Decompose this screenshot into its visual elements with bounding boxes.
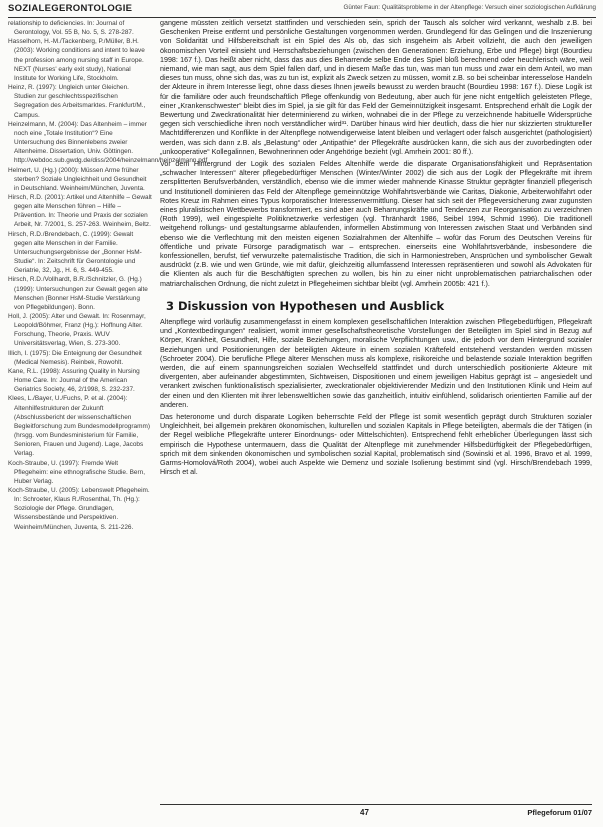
- reference-entry: Holl, J. (2005): Alter und Gewalt. In: Rosenmayr, Leopold/Böhmer, Franz (Hg.): Hoffnung Alter. Forschung, Theorie, Praxis. WUV Universitätsverlag, Wien, S. 273-300.: [8, 313, 146, 348]
- section-heading: 3 Diskussion von Hypothesen und Ausblick: [166, 298, 445, 313]
- reference-entry: Heinzelmann, M. (2004): Das Altenheim – immer noch eine „Totale Institution“? Eine Untersuchung des Binnenlebens zweier Altenheime. Dissertation, Univ. Göttingen. http://webdoc.sub.gwdg.de/diss/2004/heinzelmann/heinzelmann.pdf: [8, 120, 208, 165]
- body-paragraph: gangene müssten zeitlich versetzt stattfinden und verschieden sein, sprich der Tausch als solcher wird verkannt, weshalb z.B. bei Geschenken Preise entfernt und persönliche Gestaltungen vorgenommen werden. Grundlegend für das Gelingen und die Inszenierung von Solidarität und Hilfsbereitschaft ist ein Spiel des Als ob, das sich insgeheim als Arbeit vollzieht, die auch den jeweiligen ökonomischen Vorteil einsieht und Herrschaftsbeziehungen (zwischen den Generationen: Erziehung, Erbe und Pflege) birgt (Bourdieu 1998: 167 f.). Das heißt aber nicht, dass das aus dies Beharrende selbe Ende des Spiel bloß berechnend oder heuchlerisch wäre, weil niemand, wie man sagt, aus dem Spiel fallen darf, und in diesem Maße das tun, was man tun muss und zwar ein dem Anteil, wo man dieses tun muss, ohne sich das, was zu tun ist, explizit als Zweck setzen zu müssen, womit z.B. so bei scheinbar interesselose Handeln der Akteure in ihrem Interesse liegt, ohne dass dieses Ihnen jeweils bewusst zu werden braucht (Bourdieu 1998: 167 f.). Diese Logik ist für die familiäre oder auch freundschaftlich Pflege offenkundig von Bedeutung, aber auch für jene nicht entgeltlich geleisteten Pflege, einer „Krankenschwester“ bleibt dies im Spiel, ja sie gilt für das Feld der Gemeinnützigkeit insgesamt. Entsprechend erhält die Logik der Bewertung und Zweckrationalität hier determinierend zu wirken, wohnabei die in der Pflege zu verzeichnende habituelle Widersprüche gegen sich verschiedliche ihren noch verständlicher wird³¹. Darüber hinaus wird hier deutlich, dass die hier nur skizzierten struktureller Machtdifferenzen und Konflikte in der Altenpflege notwendigerweise latent bleiben und verlagert oder falsch ausgerichtet (pathologisiert) werden, was sich dann z.B. als „Belastung“ oder „Antipathie“ der Pflegekräfte ausdrücken kann, die sich aus der zuvorbedingten oder „unkooperative“ Kollegalinnen, Bewohnerinnen oder Angehörige bezieht (vgl. Amrhein 2001: 80 ff.).: [160, 19, 592, 156]
- reference-entry: Heinz, R. (1997): Ungleich unter Gleichen. Studien zur geschlechtsspezifischen Segregation des Arbeitsmarktes. Frankfurt/M., Campus.: [8, 84, 146, 119]
- page-footer: [160, 804, 592, 821]
- body-paragraph: Das heteronome und durch disparate Logiken beherrschte Feld der Pflege ist somit wesentlich geprägt durch Strukturen sozialer Ungleichheit, bei allgemein prekären ökonomischen, kulturellen und sozialen Kapitals in Pflege beteiligten, abermals die der Tätigen (in der Regel weibliche Pflegekräfte unterer Einordnungs- oder Mittelschichten). Entsprechend fehlt erheblicher Überlegungen lässt sich empirisch die Hypothese untermauern, dass die Qualität der Altenpflege mit zunehmender Hilfsbedürftigkeit der Pflegebedürftigen, sprich mit dem sinkenden ökonomischen und symbolischen sozial Kapital, problematisch sind (Sowinski et al. 1996, Bravo et al. 1999, Garms-Homolová/Roth 2004), wobei auch Aspekte wie Demenz und soziale Isolierung bestimmt sind (vgl. Hirsch/Brendebach 1999, Hirsch et al.: [160, 412, 592, 477]
- journal-title: SOZIALEGERONTOLOGIE: [8, 3, 133, 14]
- reference-entry: Illich, I. (1975): Die Enteignung der Gesundheit (Medical Nemesis). Reinbek, Rowohlt.: [8, 349, 142, 366]
- reference-entry: Hirsch, R.D./Vollhardt, B.R./Schnitzler, G. (Hg.) (1999): Untersuchungen zur Gewalt gegen alte Menschen (Bonner HsM-Studie Verstärkung von Pflegebildungen). Bonn.: [8, 276, 148, 311]
- reference-entry: Klees, L./Bayer, U./Fuchs, P. et al. (2004): Altenhilfestrukturen der Zukunft (Abschlussbericht der wissenschaftlichen Begleitforschung zum Bundesmodellprogramm) (hrsgg. vom Bundesministerium für Familie, Senioren, Frauen und Jugend). Lage, Jacobs Verlag.: [8, 395, 150, 458]
- article-body: [160, 19, 592, 801]
- body-paragraph: Altenpflege wird vorläufig zusammengefasst in einem komplexen gesellschaftlichen Interaktion zwischen Pflegebedürftigen, Pflegekraft und „Kontextbedingungen“ realisiert, womit immer gesellschaftstheoretische Vorstellungen der Beteiligten im Spiel sind in Bezug auf Körper, Krankheit, Gesundheit, Hilfe, soziale Beziehungen, moralische Verpflichtungen usw., die jedoch vor dem Hintergrund sozialer Beziehungen und Positionierungen der beteiligten Akteure in einem sozialen Kräftefeld entstehend verstanden werden müssen (Schroeter 2004). Die berufliche Pflege älterer Menschen muss als komplexe, risikoreiche und belastende soziale Interaktion begriffen werden, die auf einem spannungsreichen sozialen Wechselfeld stattfindet und durch unterschiedlich positionierte Akteure mit divergenten, aber aufeinander abgestimmten, Sichtweisen, Dispositionen und einem jeweiligen Habitus geprägt ist – angesiedelt und verankert zwischen funktionalistisch spezialisierter, zweckrationaler objektivierender Medizin und den Institutionen Klinik und Heim auf der einen und den Klienten mit ihrer lebensweltlichen sowie das ganzheitlich, intuitiv einfühlend, solidarisch orientierten Familie auf der anderen.: [160, 317, 592, 409]
- body-paragraph: Vor dem Hintergrund der Logik des sozialen Feldes Altenhilfe werde die disparate Organisationsfähigkeit und Repräsentation „schwacher Interessen“ älterer pflegebedürftiger Menschen (Winter/Winter 2002) die sich aus der Logik der Pflegekräfte mit ihrem zersplitterten Berufsverbänden, verständlich, ebenso wie die immer wieder mahnende Kinasse Struktur geprägter finanziell pflegerisch und Institutionell dominieren das Feld der Altenpflege gemeinnützige Wohlfahrtsverbände wie Caritas, Diakonie, Arbeiterwohlfahrt oder Rotes Kreuz im Rahmen eines Typus korporatischer Interessenvermittlung. Dieser hat sich seit der Pflegeversicherung zwar zugunsten eines pluralistischen Wettbewerbs transformiert, es sind aber auch Beharrungskräfte und Tendenzen zur Reorganisation zu verzeichnen (Roth 1999), weil eingespielte Politiknetzwerke verfestigen (vgl. Thränhardt 1986, Seibel 1994, Schmid 1996). Die traditionell weitgehend rollungs- und gestaltungsarme ablaufenden, informellen Abstimmung von Interessen zwischen Staat und Verbänden sind ebenso wie die Verflechtung mit den meisten eigenen Sozialrahmen der Altenhilfe – wofür das Forum des Deutschen Vereins für öffentliche und private Fürsorge paradigmatisch war – entsprechen. einerseits eine Wohlfahrtsverbände, insbesondere die konfessionellen, berufst, tief verwurzelte paternalistische Tradition, die sich in Harmoniestreben, Ansprüchen und symbolischer Gewalt ausdrückt (z.B. wie und wen Gründe, wie mit dafür, gleichzeitig allumfassend Interessen repräsentieren und sowohl als Advokaten für die Klienten als auch für die Beschäftigten sprechen zu wollen, bis hin zu einer nicht unproblematischen patriarchalischen oder matriarchalischen Ordnung, die nicht zuletzt in Pflegeheimen sichtbar bleibt (vgl. Amrhein 2005b: 421 f.).: [160, 160, 592, 288]
- page-header: [8, 3, 596, 18]
- issue-label: Pflegeforum 01/07: [527, 808, 592, 817]
- reference-entry: Koch-Straube, U. (1997): Fremde Welt Pflegeheim: eine ethnografische Studie. Bern, Huber Verlag.: [8, 459, 145, 485]
- reference-entry: Helmert, U. (Hg.) (2000): Müssen Arme früher sterben? Soziale Ungleichheit und Gesundheit in Deutschland. Weinheim/München, Juventa.: [8, 166, 147, 192]
- reference-entry: Kane, R.L. (1998): Assuring Quality in Nursing Home Care. In: Journal of the American Geriatrics Society, 46, 2/1998, S. 232-237.: [8, 367, 140, 394]
- references-column: [8, 19, 208, 801]
- reference-entry: Hasselhorn, H.-M./Tackenberg, P./Müller, B.H. (2003): Working conditions and intent to leave the profession among nursing staff in Europe. NEXT (Nurses' early exit study), National Institute for Working Life, Stockholm.: [8, 38, 145, 82]
- reference-entry: Hirsch, R.D. (2001): Artikel und Altenhilfe – Gewalt gegen alte Menschen führen – Hilfe – Prävention. In: Theorie und Praxis der sozialen Arbeit, Nr. 7/2001, S. 257-263. Weinheim, Beltz.: [8, 193, 152, 229]
- reference-entry: Koch-Straube, U. (2005): Lebenswelt Pflegeheim. In: Schroeter, Klaus R./Rosenthal, Th. (Hg.): Soziologie der Pflege. Grundlagen, Wissensbestände und Perspektiven. Weinheim/München, Juventa, S. 211-226.: [8, 486, 150, 531]
- reference-entry: Hirsch, R.D./Brendebach, C. (1999): Gewalt gegen alte Menschen in der Familie. Untersuchungsergebnisse der „Bonner HsM-Studie“. In: Zeitschrift für Gerontologie und Geriatrie, 32, Jg., H. 6, S. 449-455.: [8, 230, 142, 275]
- page-number: 47: [360, 808, 369, 817]
- reference-entry: relationship to deficiencies. In: Journal of Gerontology, Vol. 55 B, No. 5, S. 278-287.: [8, 20, 134, 37]
- running-head: Günter Faun: Qualitätsprobleme in der Altenpflege: Versuch einer soziologischen Aufklärung: [343, 4, 596, 11]
